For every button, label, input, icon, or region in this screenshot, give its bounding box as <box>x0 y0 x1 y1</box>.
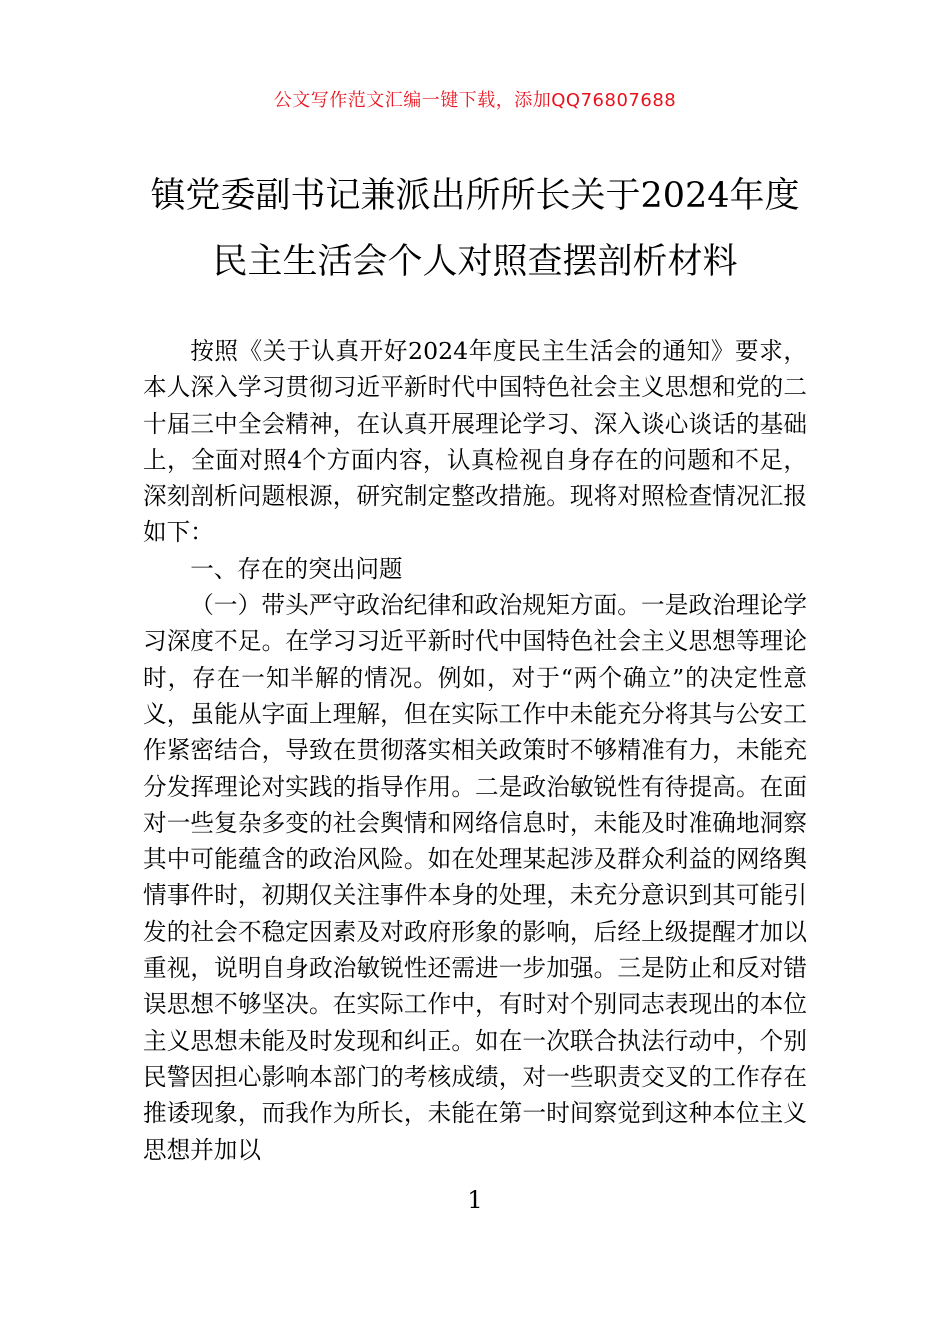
page-number: 1 <box>467 1186 483 1214</box>
section-heading: 一、存在的突出问题 <box>190 554 403 583</box>
download-promo-note: 公文写作范文汇编一键下载，添加QQ76807688 <box>273 90 677 111</box>
intro-paragraph: 按照《关于认真开好2024年度民主生活会的通知》要求，本人深入学习贯彻习近平新时代中国特色社会主义思想和党的二十届三中全会精神，在认真开展理论学习、深入谈心谈话的基础上，全面对照4个方面内容，认真检视自身存在的问题和不足，深刻剖析问题根源，研究制定整改措施。现将对照检查情况汇报如下： <box>143 337 807 547</box>
document-title-line-2: 民主生活会个人对照查摆剖析材料 <box>212 242 738 282</box>
document-title-line-1: 镇党委副书记兼派出所所长关于2024年度 <box>150 176 800 216</box>
body-paragraph: （一）带头严守政治纪律和政治规矩方面。一是政治理论学习深度不足。在学习习近平新时代中国特色社会主义思想等理论时，存在一知半解的情况。例如，对于“两个确立”的决定性意义，虽能从字面上理解，但在实际工作中未能充分将其与公安工作紧密结合，导致在贯彻落实相关政策时不够精准有力，未能充分发挥理论对实践的指导作用。二是政治敏锐性有待提高。在面对一些复杂多变的社会舆情和网络信息时，未能及时准确地洞察其中可能蕴含的政治风险。如在处理某起涉及群众利益的网络舆情事件时，初期仅关注事件本身的处理，未充分意识到其可能引发的社会不稳定因素及对政府形象的影响，后经上级提醒才加以重视，说明自身政治敏锐性还需进一步加强。三是防止和反对错误思想不够坚决。在实际工作中，有时对个别同志表现出的本位主义思想未能及时发现和纠正。如在一次联合执法行动中，个别民警因担心影响本部门的考核成绩，对一些职责交叉的工作存在推诿现象，而我作为所长，未能在第一时间察觉到这种本位主义思想并加以 <box>143 591 807 1164</box>
document-body <box>143 333 807 1168</box>
